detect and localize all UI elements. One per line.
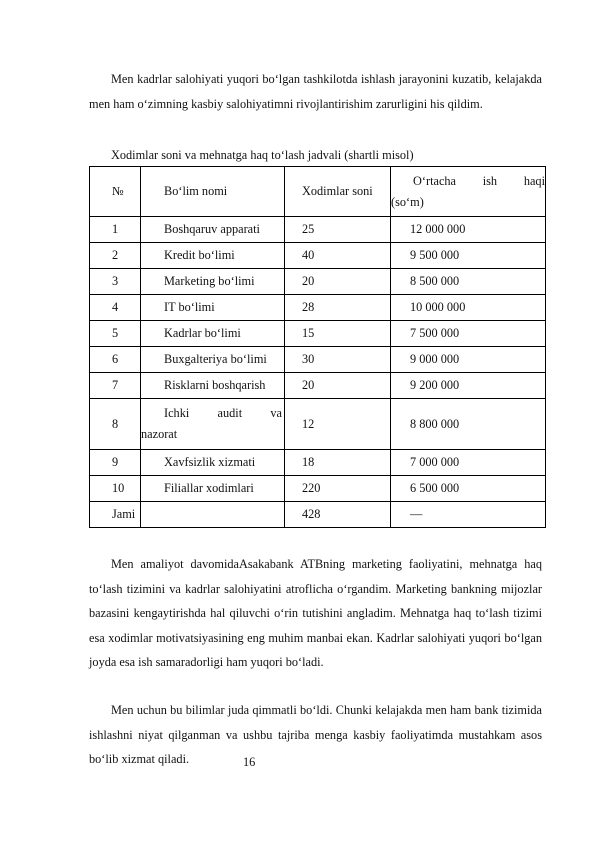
table-row <box>90 295 546 321</box>
row-salary: 8 800 000 <box>391 399 546 450</box>
row-department-word-3: va <box>270 406 282 420</box>
row-number: 9 <box>90 450 141 476</box>
row-staff: 12 <box>285 399 391 450</box>
row-number: 8 <box>90 399 141 450</box>
row-staff: 18 <box>285 450 391 476</box>
row-salary: 8 500 000 <box>391 269 546 295</box>
row-department: Filiallar xodimlari <box>141 476 285 502</box>
intro-paragraph: Men kadrlar salohiyati yuqori bo‘lgan tashkilotda ishlash jarayonini kuzatib, kelajakda men ham o‘zimning kasbiy salohiyatimni rivojlantirishim zarurligini his qildim. <box>89 72 542 111</box>
row-staff: 25 <box>285 217 391 243</box>
row-number: 3 <box>90 269 141 295</box>
table-header-row <box>90 167 546 217</box>
row-number: 2 <box>90 243 141 269</box>
row-department: Marketing bo‘limi <box>141 269 285 295</box>
header-salary-word-1: O‘rtacha <box>413 173 457 188</box>
row-salary: 6 500 000 <box>391 476 546 502</box>
row-staff: 30 <box>285 347 391 373</box>
table-row <box>90 347 546 373</box>
table-row <box>90 243 546 269</box>
table-row <box>90 476 546 502</box>
row-department: Kadrlar bo‘limi <box>141 321 285 347</box>
row-department: Buxgalteriya bo‘limi <box>141 347 285 373</box>
row-department: Kredit bo‘limi <box>141 243 285 269</box>
table-row <box>90 217 546 243</box>
row-salary: 9 000 000 <box>391 347 546 373</box>
row-salary: 9 200 000 <box>391 373 546 399</box>
conclusion-paragraph: Men uchun bu bilimlar juda qimmatli bo‘ldi. Chunki kelajakda men ham bank tizimida ishlashni niyat qilganman va ushbu tajriba menga kasbiy faoliyatimda mustahkam asos bo‘lib xizmat qiladi. <box>89 703 542 766</box>
header-staff-count: Xodimlar soni <box>285 167 391 217</box>
header-salary-word-3: haqi <box>523 173 545 188</box>
analysis-paragraph: Men amaliyot davomidaAsakabank ATBning marketing faoliyatini, mehnatga haq to‘lash tizimini va kadrlar salohiyatini atroflicha o‘rgandim. Marketing bankning mijozlar bazasini kengaytirishda hal qiluvchi o‘rin tutishini angladim. Mehnatga haq to‘lash tizimi esa xodimlar motivatsiyasining eng muhim manbai ekan. Kadrlar salohiyati yuqori bo‘lgan joyda esa ish samaradorligi ham yuqori bo‘ladi. <box>89 557 542 669</box>
row-staff: 40 <box>285 243 391 269</box>
row-department <box>141 399 285 450</box>
header-salary-word-2: ish <box>482 173 498 188</box>
row-staff: 20 <box>285 373 391 399</box>
total-label: Jami <box>90 502 141 528</box>
row-staff: 28 <box>285 295 391 321</box>
table-caption: Xodimlar soni va mehnatga haq to‘lash jadvali (shartli misol) <box>111 148 414 162</box>
header-average-salary <box>391 167 546 217</box>
row-number: 5 <box>90 321 141 347</box>
row-department: Boshqaruv apparati <box>141 217 285 243</box>
total-salary: — <box>391 502 546 528</box>
row-department: Xavfsizlik xizmati <box>141 450 285 476</box>
row-department: IT bo‘limi <box>141 295 285 321</box>
row-salary: 10 000 000 <box>391 295 546 321</box>
table-row <box>90 399 546 450</box>
total-staff: 428 <box>285 502 391 528</box>
row-department-word-1: Ichki <box>164 406 190 420</box>
row-department: Risklarni boshqarish <box>141 373 285 399</box>
row-salary: 9 500 000 <box>391 243 546 269</box>
row-number: 7 <box>90 373 141 399</box>
row-department-line-2: nazorat <box>141 427 178 441</box>
row-salary: 7 500 000 <box>391 321 546 347</box>
row-staff: 220 <box>285 476 391 502</box>
header-number: № <box>90 167 141 217</box>
header-salary-unit: (so‘m) <box>391 194 424 209</box>
row-staff: 20 <box>285 269 391 295</box>
page-number: 16 <box>243 755 256 769</box>
staff-salary-table <box>89 166 546 528</box>
header-department: Bo‘lim nomi <box>141 167 285 217</box>
table-row <box>90 373 546 399</box>
row-number: 6 <box>90 347 141 373</box>
table-row <box>90 269 546 295</box>
row-salary: 7 000 000 <box>391 450 546 476</box>
row-number: 1 <box>90 217 141 243</box>
table-total-row <box>90 502 546 528</box>
table-row <box>90 321 546 347</box>
table-row <box>90 450 546 476</box>
row-number: 4 <box>90 295 141 321</box>
row-salary: 12 000 000 <box>391 217 546 243</box>
row-staff: 15 <box>285 321 391 347</box>
total-department <box>141 502 285 528</box>
row-department-word-2: audit <box>217 406 243 420</box>
row-number: 10 <box>90 476 141 502</box>
